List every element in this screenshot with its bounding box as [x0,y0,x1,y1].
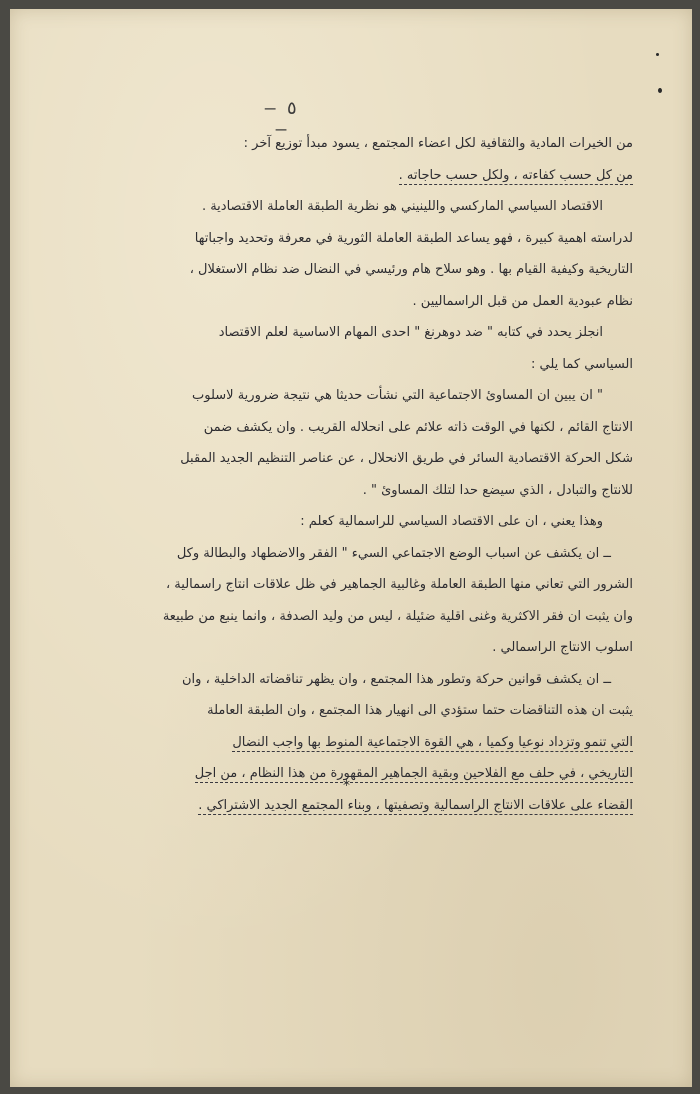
text-span: للانتاج والتبادل ، الذي سيضع حدا لتلك المساوئ " . [362,482,633,498]
paragraph-start-line [65,191,633,223]
quote-start-line [65,380,633,412]
list-item-line [65,538,633,570]
text-span: الاقتصاد السياسي الماركسي واللينيني هو نظرية الطبقة العاملة الاقتصادية . [201,199,603,214]
text-line [65,695,633,727]
text-line [65,790,633,822]
text-line [65,349,633,381]
text-span: وهذا يعني ، ان على الاقتصاد السياسي للراسمالية كعلم : [300,514,603,529]
paper-speck [656,53,659,56]
text-span: يثبت ان هذه التناقضات حتما ستؤدي الى انهيار هذا المجتمع ، وان الطبقة العاملة [207,703,633,718]
text-span: " ان يبين ان المساوئ الاجتماعية التي نشأت حديثا هي نتيجة ضرورية لاسلوب [192,388,603,403]
list-item-line [65,664,633,696]
paragraph-start-line [65,317,633,349]
text-span: ــ ان يكشف عن اسباب الوضع الاجتماعي السيء " الفقر والاضطهاد والبطالة وكل [176,545,611,561]
text-span: ــ ان يكشف قوانين حركة وتطور هذا المجتمع ، وان يظهر تناقضاته الداخلية ، وان [182,671,611,687]
underlined-text: القضاء على علاقات الانتاج الراسمالية وتصفيتها ، وبناء المجتمع الجديد الاشتراكي . [198,797,633,813]
text-span: من الخيرات المادية والثقافية لكل اعضاء المجتمع ، يسود مبدأ توزيع آخر : [243,136,633,151]
text-span: اسلوب الانتاج الراسمالي . [492,640,633,655]
text-line [65,223,633,255]
text-line [65,475,633,507]
document-body [65,128,633,821]
page-number: — ٥ — [264,98,298,140]
underlined-text: التي تنمو وتزداد نوعيا وكميا ، هي القوة الاجتماعية المنوط بها واجب النضال [232,734,633,750]
text-line [65,569,633,601]
text-span: نظام عبودية العمل من قبل الراسماليين . [412,293,633,309]
text-span: شكل الحركة الاقتصادية السائر في طريق الانحلال ، عن عناصر التنظيم الجديد المقبل [180,451,633,466]
document-page [10,9,692,1087]
text-line [65,601,633,633]
text-span: السياسي كما يلي : [531,356,633,372]
text-line [65,727,633,759]
text-span: لدراسته اهمية كبيرة ، فهو يساعد الطبقة العاملة الثورية في معرفة وتحديد واجباتها [194,230,633,246]
underlined-text: من كل حسب كفاءته ، ولكل حسب حاجاته . [398,167,633,183]
text-line [65,128,633,160]
text-line [65,412,633,444]
text-line [65,254,633,286]
text-span: التاريخية وكيفية القيام بها . وهو سلاح هام ورئيسي في النضال ضد نظام الاستغلال ، [189,262,633,277]
text-span: انجلز يحدد في كتابه " ضد دوهرنغ " احدى المهام الاساسية لعلم الاقتصاد [218,325,603,340]
text-line [65,160,633,192]
text-span: وان يثبت ان فقر الاكثرية وغنى اقلية ضئيلة ، ليس من وليد الصدفة ، وانما ينبع من طبيعة [162,608,633,624]
text-span: الشرور التي تعاني منها الطبقة العاملة وغالبية الجماهير في ظل علاقات انتاج راسمالية ، [165,577,633,592]
section-separator: * [343,778,350,794]
paragraph-start-line [65,506,633,538]
text-line [65,443,633,475]
text-line [65,632,633,664]
text-span: الانتاج القائم ، لكنها في الوقت ذاته علائم على انحلاله القريب . وان يكشف ضمن [203,419,633,435]
underlined-text: التاريخي ، في حلف مع الفلاحين وبقية الجماهير المقهورة من هذا النظام ، من اجل [194,766,633,781]
text-line [65,286,633,318]
paper-speck [658,88,662,93]
